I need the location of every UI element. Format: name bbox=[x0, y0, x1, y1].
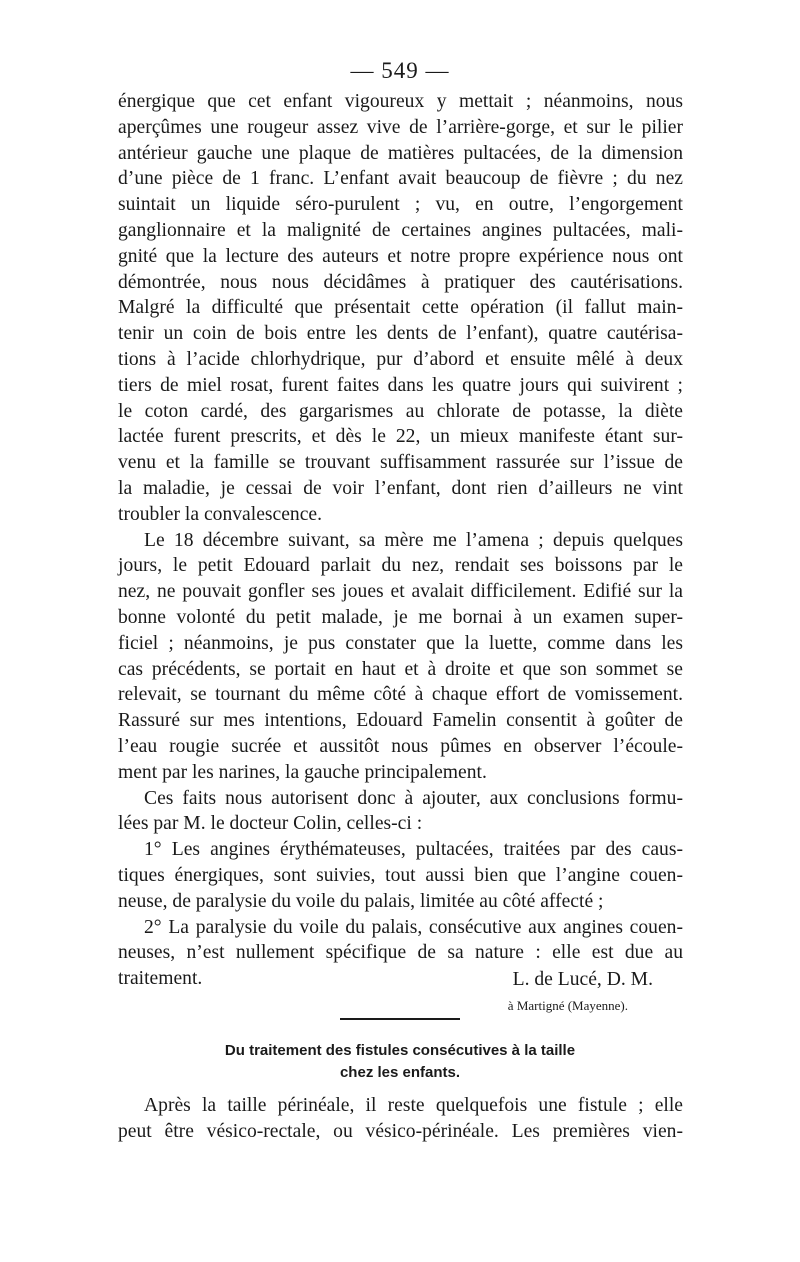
text-line: énergique que cet enfant vigoureux y mettait ; néanmoins, nous bbox=[118, 91, 683, 112]
text-line: d’une pièce de 1 franc. L’enfant avait beaucoup de fièvre ; du nez bbox=[118, 168, 683, 190]
text-line: ment par les narines, la gauche principalement. bbox=[118, 761, 487, 783]
paragraph-4 bbox=[118, 837, 683, 914]
text-line: Le 18 décembre suivant, sa mère me l’amena ; depuis quelques bbox=[144, 529, 683, 551]
text-line: peut être vésico-rectale, ou vésico-périnéale. Les premières vien- bbox=[118, 1121, 683, 1142]
text-line: traitement. bbox=[118, 968, 203, 990]
body-text bbox=[118, 89, 683, 992]
text-line: bonne volonté du petit malade, je me bornai à un examen super- bbox=[118, 606, 683, 628]
text-line: relevait, se tournant du même côté à chaque effort de vomissement. bbox=[118, 684, 683, 706]
text-line: troubler la convalescence. bbox=[118, 503, 322, 525]
text-line: tiers de miel rosat, furent faites dans les quatre jours qui suivirent ; bbox=[118, 374, 683, 396]
text-line: l’eau rougie sucrée et aussitôt nous pûmes en observer l’écoule- bbox=[118, 735, 683, 757]
section-heading bbox=[160, 1040, 640, 1084]
text-line: ficiel ; néanmoins, je pus constater que la luette, comme dans les bbox=[118, 632, 683, 654]
paragraph-1 bbox=[118, 89, 683, 528]
text-line: gnité que la lecture des auteurs et notre propre expérience nous ont bbox=[118, 245, 683, 267]
text-line: Ces faits nous autorisent donc à ajouter, aux conclusions formu- bbox=[144, 787, 683, 809]
text-line: neuses, n’est nullement spécifique de sa nature : elle est due au bbox=[118, 942, 683, 964]
paragraph-2 bbox=[118, 528, 683, 786]
text-line: Malgré la difficulté que présentait cette opération (il fallut main- bbox=[118, 297, 683, 319]
section-body bbox=[118, 1093, 683, 1145]
section-heading-line: chez les enfants. bbox=[339, 1064, 461, 1081]
text-line: tions à l’acide chlorhydrique, pur d’abord et ensuite mêlé à deux bbox=[118, 348, 683, 370]
text-line: démontrée, nous nous décidâmes à pratiquer des cautérisations. bbox=[118, 271, 683, 293]
paragraph-3 bbox=[118, 786, 683, 838]
text-line: nez, ne pouvait gonfler ses joues et avalait difficilement. Edifié sur la bbox=[118, 581, 683, 603]
author-signature: L. de Lucé, D. M. bbox=[512, 969, 653, 990]
section-divider bbox=[340, 1018, 460, 1020]
section-heading-line: Du traitement des fistules consécutives à la taille bbox=[224, 1042, 576, 1059]
text-line: 2° La paralysie du voile du palais, consécutive aux angines couen- bbox=[144, 916, 683, 938]
text-line: neuse, de paralysie du voile du palais, limitée au côté affecté ; bbox=[118, 890, 604, 912]
text-line: lactée furent prescrits, et dès le 22, un mieux manifeste étant sur- bbox=[118, 426, 683, 448]
text-line: antérieur gauche une plaque de matières pultacées, de la dimension bbox=[118, 142, 683, 164]
text-line: le coton cardé, des gargarismes au chlorate de potasse, la diète bbox=[118, 400, 683, 422]
text-line: jours, le petit Edouard parlait du nez, rendait ses boissons par le bbox=[118, 555, 683, 577]
text-line: aperçûmes une rougeur assez vive de l’arrière-gorge, et sur le pilier bbox=[118, 116, 683, 138]
text-line: lées par M. le docteur Colin, celles-ci : bbox=[118, 813, 423, 835]
text-line: suintait un liquide séro-purulent ; vu, en outre, l’engorgement bbox=[118, 194, 683, 216]
text-line: ganglionnaire et la malignité de certaines angines pultacées, mali- bbox=[118, 219, 683, 241]
text-line: Rassuré sur mes intentions, Edouard Famelin consentit à goûter de bbox=[118, 710, 683, 732]
text-line: Après la taille périnéale, il reste quelquefois une fistule ; elle bbox=[144, 1095, 683, 1116]
text-line: tiques énergiques, sont suivies, tout aussi bien que l’angine couen- bbox=[118, 864, 683, 886]
text-line: 1° Les angines érythémateuses, pultacées, traitées par des caus- bbox=[144, 839, 683, 861]
text-line: cas précédents, se portait en haut et à droite et que son sommet se bbox=[118, 658, 683, 680]
text-line: venu et la famille se trouvant suffisamment rassurée sur l’issue de bbox=[118, 452, 683, 474]
author-location: à Martigné (Mayenne). bbox=[507, 998, 628, 1013]
text-line: tenir un coin de bois entre les dents de l’enfant), quatre cautérisa- bbox=[118, 323, 683, 345]
text-line: la maladie, je cessai de voir l’enfant, dont rien d’ailleurs ne vint bbox=[118, 477, 683, 499]
page-number: — 549 — bbox=[350, 58, 450, 83]
